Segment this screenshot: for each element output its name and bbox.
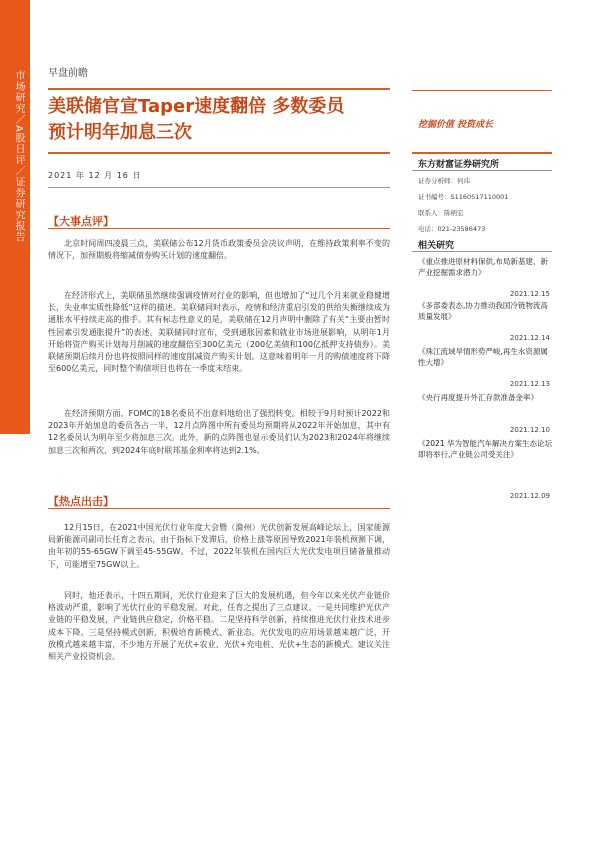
section-heading-events — [48, 210, 390, 229]
related-item-date: 2021.12.09 — [509, 492, 550, 500]
title-rule — [48, 152, 390, 154]
sidebar-label: 市场研究／A股日评／证券研究报告 — [13, 70, 24, 243]
slogan: 挖掘价值 投资成长 — [418, 120, 494, 130]
paragraph: 在经济形式上，美联储虽然继续强调疫情对行业的影响，但也增加了“过几个月来就业稳健增长，失业率实质性降低”这样的描述。美联储同时表示，疫情和经济重启引发的供给失衡继续成为通胀水平持续走高的推手。其有标志性意义的是，美联储在12月声明中删除了有关“主要由暂时性因素引发通胀提升”的表述。美联储同时宣布，受到通胀因素和就业市场进展影响，从明年1月开始将资产购买计划每月削减的速度翻倍至300亿美元（200亿美债和100亿抵押支持债券）。美联储预期后续月份也将按照同样的速度削减资产购买计划。这意味着明年一月的购债速度将下降至600亿美元，同时整个购债项目也将在一季度末结束。 — [48, 291, 390, 374]
related-item[interactable]: 《2021 华为智能汽车解决方案生态论坛即将举行,产业链公司受关注》 — [418, 439, 552, 459]
sidebar-band — [0, 0, 30, 434]
related-item[interactable]: 《央行再度提升外汇存款准备金率》 — [418, 393, 538, 402]
paragraph: 同时，他还表示，十四五期间，光伏行业迎来了巨大的发展机遇，但今年以来光伏产业链价格波动严重，影响了光伏行业的平稳发展。对此，任育之提出了三点建议。一是共同维护光伏产业链的平稳发展，产业链供应稳定，价格平稳。二是坚持科学创新，持续推进光伏行业技术进步成本下降。三是坚持模式创新，积极培育新模式、新业态。光伏发电的应用场景越来越广泛，开放模式越来越丰富，不少地方开展了光伏+农业、光伏+充电桩、光伏+生态的新模式。建议关注相关产业投资机会。 — [48, 591, 390, 662]
report-date: 2021 年 12 月 16 日 — [48, 171, 142, 180]
section-label: 早盘前瞻 — [48, 68, 88, 79]
report-title-line1: 美联储官宣Taper速度翻倍 多数委员 — [48, 96, 345, 117]
section-heading-hotspot-text: 【热点出击】 — [48, 495, 114, 508]
analyst: 证券分析师：何玮 — [418, 177, 470, 185]
paragraph: 在经济预期方面，FOMC的18名委员不出意料地给出了强烈转变。相较于9月时预计2022和2023年开始加息的委员各占一半，12月点阵图中所有委员均预期将从2022年开始加息，其中有12名委员认为明年至少将加息三次。此外，新的点阵图也显示委员们认为2023和2024年将继续加息三次和两次，到2024年底时联邦基金利率将达到2.1%。 — [48, 409, 390, 455]
related-item[interactable]: 《多部委表态,协力推动我国冷链物流高质量发展》 — [418, 301, 548, 321]
report-title — [48, 94, 398, 146]
related-item-date: 2021.12.15 — [509, 290, 550, 298]
section-heading-events-text: 【大事点评】 — [48, 215, 114, 228]
paragraph: 12月15日，在2021中国光伏行业年度大会暨（滁州）光伏创新发展高峰论坛上，国家能源局新能源司副司长任育之表示，由于指标下发滞后，价格上涨等原因导致2021年装机预测下调，由年初的55-65GW下调至45-55GW。不过，2022年装机在国内巨大光伏发电项目储备量推动下，可能增至75GW以上。 — [48, 523, 390, 569]
related-item[interactable]: 《重点推进原材料保供,布局新基建、新产业挖掘需求潜力》 — [418, 257, 548, 277]
org-rule — [412, 170, 552, 171]
related-item-date: 2021.12.10 — [509, 426, 550, 434]
right-rule — [412, 152, 552, 154]
contact: 联系人：陈柄宏 — [418, 209, 464, 217]
header-rule — [48, 88, 390, 90]
paragraph: 北京时间周四凌晨三点，美联储公布12月货币政策委员会决议声明，在维持政策利率不变的情况下，加预期般将缩减债券购买计划的速度翻倍。 — [48, 239, 390, 261]
related-item-date: 2021.12.14 — [509, 334, 550, 342]
related-research-title: 相关研究 — [418, 241, 455, 251]
section-heading-hotspot — [48, 490, 390, 509]
related-item-date: 2021.12.13 — [509, 380, 550, 388]
phone: 电话：021-23586473 — [418, 225, 486, 233]
certificate-number: 证书编号：S1160517110001 — [418, 193, 509, 201]
report-title-line2: 预计明年加息三次 — [48, 122, 192, 143]
date-rule — [48, 187, 390, 188]
org-name: 东方财富证券研究所 — [418, 160, 500, 170]
right-top-rule — [412, 90, 552, 91]
related-item[interactable]: 《珠江流域旱情形势严峻,再生水资源属性大增》 — [418, 347, 548, 367]
related-rule — [412, 251, 552, 252]
